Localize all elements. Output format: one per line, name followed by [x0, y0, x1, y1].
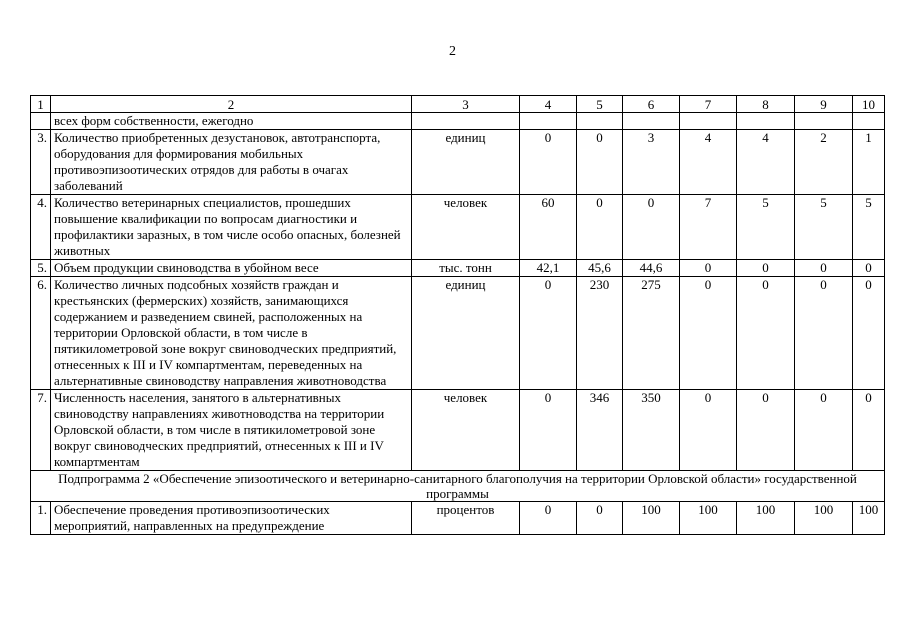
description-cell: Количество приобретенных дезустановок, автотранспорта, оборудования для формирования мобильных противоэпизоотических отрядов для работы в очагах заболеваний — [51, 130, 412, 195]
value-cell: 0 — [853, 260, 885, 277]
value-cell — [577, 113, 623, 130]
value-cell: 0 — [795, 277, 853, 390]
unit-cell: человек — [412, 390, 520, 471]
row-number-cell: 7. — [31, 390, 51, 471]
description-cell: Количество личных подсобных хозяйств граждан и крестьянских (фермерских) хозяйств, занимающихся содержанием и разведением свиней, расположенных на территории Орловской области, в том числе в пятикилометровой зоне вокруг свиноводческих предприятий, отнесенных к III и IV компартментам, переведенных на альтернативные свиноводству направления животноводства — [51, 277, 412, 390]
table-row — [31, 260, 885, 277]
header-cell: 3 — [412, 96, 520, 113]
row-number-cell: 3. — [31, 130, 51, 195]
value-cell: 0 — [623, 195, 680, 260]
value-cell — [520, 113, 577, 130]
value-cell — [795, 113, 853, 130]
description-cell: всех форм собственности, ежегодно — [51, 113, 412, 130]
value-cell: 0 — [680, 277, 737, 390]
table-row — [31, 277, 885, 390]
table-row — [31, 195, 885, 260]
value-cell: 0 — [520, 130, 577, 195]
table-row — [31, 390, 885, 471]
header-cell: 1 — [31, 96, 51, 113]
unit-cell: тыс. тонн — [412, 260, 520, 277]
table-row — [31, 130, 885, 195]
row-number-cell — [31, 113, 51, 130]
value-cell: 5 — [737, 195, 795, 260]
description-cell: Количество ветеринарных специалистов, прошедших повышение квалификации по вопросам диагностики и профилактики заразных, в том числе особо опасных, болезней животных — [51, 195, 412, 260]
value-cell — [853, 113, 885, 130]
unit-cell: процентов — [412, 502, 520, 535]
value-cell: 2 — [795, 130, 853, 195]
header-cell: 9 — [795, 96, 853, 113]
value-cell: 0 — [795, 390, 853, 471]
unit-cell — [412, 113, 520, 130]
value-cell: 0 — [680, 260, 737, 277]
header-cell: 8 — [737, 96, 795, 113]
value-cell: 4 — [737, 130, 795, 195]
value-cell: 350 — [623, 390, 680, 471]
value-cell: 0 — [853, 390, 885, 471]
value-cell: 5 — [853, 195, 885, 260]
value-cell: 5 — [795, 195, 853, 260]
description-cell: Обеспечение проведения противоэпизоотических мероприятий, направленных на предупреждение — [51, 502, 412, 535]
value-cell: 0 — [853, 277, 885, 390]
column-number-row — [31, 96, 885, 113]
header-cell: 10 — [853, 96, 885, 113]
value-cell: 230 — [577, 277, 623, 390]
table-body — [31, 96, 885, 535]
description-cell: Объем продукции свиноводства в убойном весе — [51, 260, 412, 277]
value-cell: 100 — [623, 502, 680, 535]
header-cell: 4 — [520, 96, 577, 113]
value-cell: 0 — [577, 195, 623, 260]
value-cell: 0 — [737, 390, 795, 471]
value-cell: 0 — [737, 260, 795, 277]
subprogram-heading-row — [31, 471, 885, 502]
header-cell: 6 — [623, 96, 680, 113]
row-number-cell: 4. — [31, 195, 51, 260]
value-cell: 100 — [737, 502, 795, 535]
value-cell: 0 — [520, 502, 577, 535]
header-cell: 5 — [577, 96, 623, 113]
value-cell — [623, 113, 680, 130]
row-number-cell: 6. — [31, 277, 51, 390]
value-cell: 346 — [577, 390, 623, 471]
value-cell: 7 — [680, 195, 737, 260]
value-cell: 0 — [680, 390, 737, 471]
value-cell: 44,6 — [623, 260, 680, 277]
value-cell: 4 — [680, 130, 737, 195]
value-cell: 0 — [577, 502, 623, 535]
row-number-cell: 5. — [31, 260, 51, 277]
value-cell — [737, 113, 795, 130]
value-cell: 0 — [520, 277, 577, 390]
indicators-table — [30, 95, 885, 535]
value-cell: 1 — [853, 130, 885, 195]
row-number-cell: 1. — [31, 502, 51, 535]
value-cell: 0 — [520, 390, 577, 471]
value-cell: 0 — [795, 260, 853, 277]
value-cell: 42,1 — [520, 260, 577, 277]
unit-cell: единиц — [412, 277, 520, 390]
value-cell: 0 — [577, 130, 623, 195]
subprogram-heading: Подпрограмма 2 «Обеспечение эпизоотического и ветеринарно-санитарного благополучия на территории Орловской области» государственной программы — [31, 471, 885, 502]
value-cell: 275 — [623, 277, 680, 390]
description-cell: Численность населения, занятого в альтернативных свиноводству направлениях животноводства на территории Орловской области, в том числе в пятикилометровой зоне вокруг свиноводческих предприятий, отнесенных к III и IV компартментам — [51, 390, 412, 471]
unit-cell: человек — [412, 195, 520, 260]
continuation-row — [31, 113, 885, 130]
value-cell: 3 — [623, 130, 680, 195]
value-cell: 0 — [737, 277, 795, 390]
page-number: 2 — [449, 44, 456, 59]
value-cell — [680, 113, 737, 130]
header-cell: 2 — [51, 96, 412, 113]
value-cell: 100 — [680, 502, 737, 535]
unit-cell: единиц — [412, 130, 520, 195]
header-cell: 7 — [680, 96, 737, 113]
value-cell: 45,6 — [577, 260, 623, 277]
value-cell: 100 — [853, 502, 885, 535]
value-cell: 60 — [520, 195, 577, 260]
value-cell: 100 — [795, 502, 853, 535]
table-row — [31, 502, 885, 535]
